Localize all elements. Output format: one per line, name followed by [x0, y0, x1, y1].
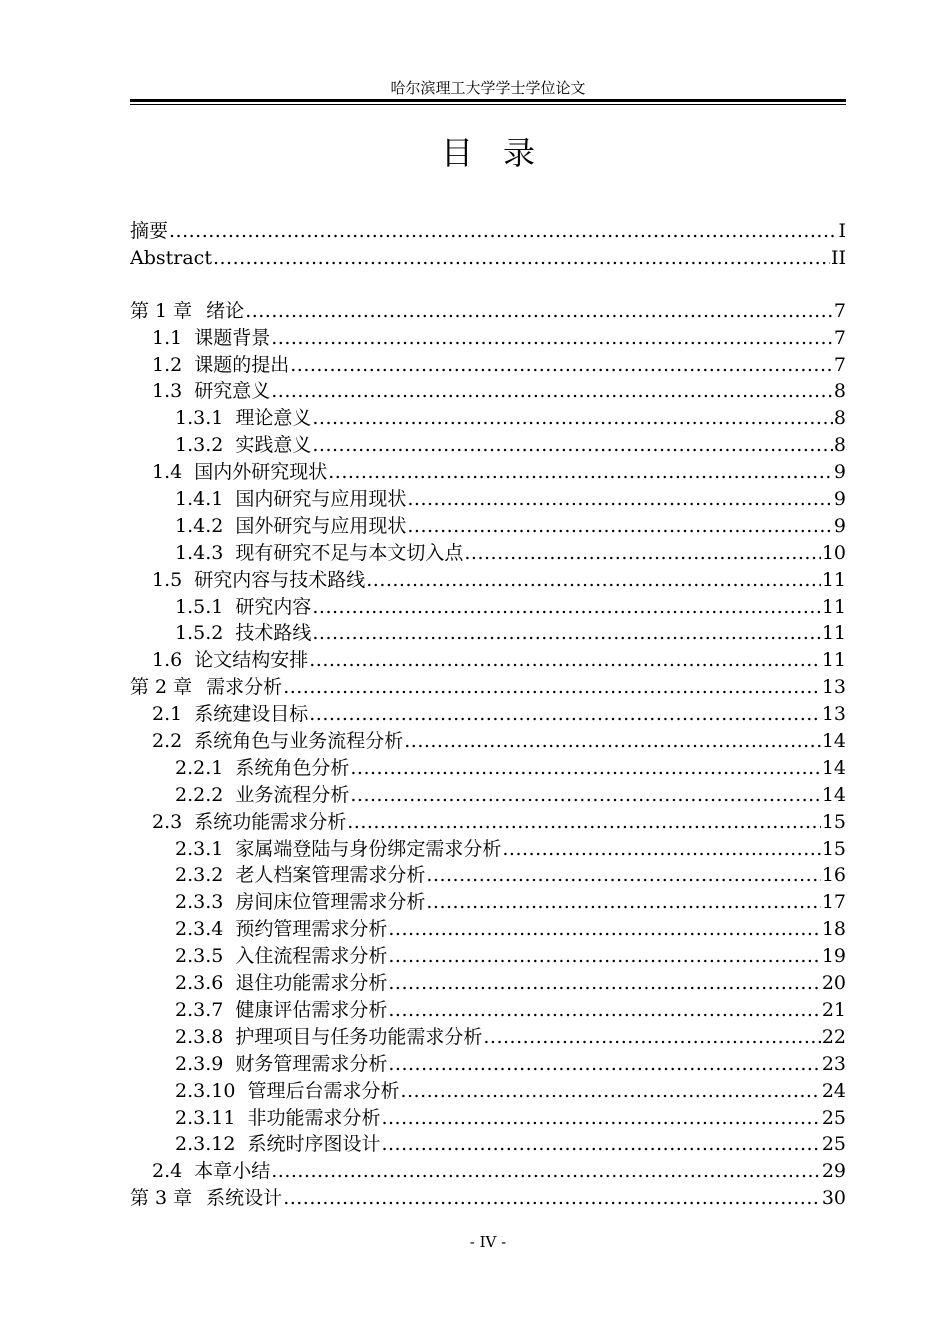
toc-entry-number: 1.3.1 [175, 407, 224, 430]
dot-leader [407, 513, 833, 540]
toc-entry-number: 1.4.2 [175, 514, 224, 537]
toc-entry[interactable] [130, 405, 846, 432]
toc-entry-label: 健康评估需求分析 [235, 998, 388, 1021]
toc-entry[interactable] [130, 1131, 846, 1158]
toc-entry-label: 研究内容 [235, 595, 312, 618]
toc-entry-page: 23 [821, 1052, 846, 1075]
toc-entry[interactable] [130, 1024, 846, 1051]
toc-entry-number: 2.2.2 [175, 783, 224, 806]
dot-leader [213, 245, 830, 272]
toc-entry-number: 2.3.6 [175, 972, 224, 995]
toc-entry-label: 护理项目与任务功能需求分析 [235, 1025, 483, 1048]
toc-entry-label: 课题的提出 [194, 353, 290, 376]
toc-entry-page: 15 [821, 810, 846, 833]
dot-leader [271, 325, 833, 352]
dot-leader [309, 701, 821, 728]
dot-leader [381, 1105, 820, 1132]
toc-entry-number: 2.3.9 [175, 1052, 224, 1075]
toc-entry[interactable] [130, 567, 846, 594]
toc-entry[interactable] [130, 943, 846, 970]
toc-entry[interactable] [130, 432, 846, 459]
toc-entry[interactable] [130, 620, 846, 647]
toc-entry[interactable] [130, 1078, 846, 1105]
toc-entry[interactable] [130, 916, 846, 943]
toc-entry[interactable] [130, 245, 846, 272]
dot-leader [388, 997, 820, 1024]
toc-entry-label: 需求分析 [206, 676, 283, 699]
toc-entry[interactable] [130, 1051, 846, 1078]
header-rule-thick [130, 99, 846, 102]
dot-leader [381, 1131, 820, 1158]
toc-entry-number: 1.4 [152, 461, 183, 484]
dot-leader [426, 889, 820, 916]
toc-entry-label: 非功能需求分析 [247, 1106, 381, 1129]
toc-entry-page: 15 [821, 837, 846, 860]
toc-entry-page: 8 [833, 380, 846, 403]
dot-leader [169, 218, 837, 245]
toc-entry-page: II [830, 246, 846, 269]
toc-entry-page: 25 [821, 1106, 846, 1129]
toc-entry-label: 研究意义 [194, 380, 271, 403]
dot-leader [366, 567, 821, 594]
toc-entry[interactable] [130, 1105, 846, 1132]
toc-entry-page: I [838, 220, 846, 242]
toc-entry-label: 论文结构安排 [194, 649, 309, 672]
toc-entry-label: 管理后台需求分析 [247, 1079, 400, 1102]
toc-entry-number: 2.3.7 [175, 998, 224, 1021]
toc-entry[interactable] [130, 782, 846, 809]
toc-entry-number: 2.3.8 [175, 1025, 224, 1048]
toc-entry-label: 预约管理需求分析 [235, 918, 388, 941]
dot-leader [426, 862, 820, 889]
page-number-footer: - IV - [469, 1233, 507, 1251]
toc-entry-label: 业务流程分析 [235, 783, 350, 806]
toc-entry-number: 2.3.5 [175, 945, 224, 968]
toc-entry-label: Abstract [130, 246, 212, 269]
toc-entry-label: 实践意义 [235, 434, 312, 457]
toc-entry-number: 2.3.10 [175, 1079, 236, 1102]
toc-entry[interactable] [130, 755, 846, 782]
toc-entry-page: 11 [821, 595, 846, 618]
toc-entry-label: 家属端登陆与身份绑定需求分析 [235, 837, 502, 860]
toc-entry[interactable] [130, 218, 846, 245]
toc-entry-number: 1.5.1 [175, 595, 224, 618]
toc-entry-page: 30 [821, 1187, 846, 1210]
dot-leader [388, 943, 820, 970]
dot-leader [388, 1051, 820, 1078]
toc-entry[interactable] [130, 1158, 846, 1185]
toc-entry-page: 9 [833, 461, 846, 484]
toc-entry-number: 第 1 章 [130, 299, 193, 322]
toc-entry-label: 理论意义 [235, 407, 312, 430]
toc-entry-number: 1.4.1 [175, 488, 224, 511]
toc-entry-label: 系统功能需求分析 [194, 810, 347, 833]
dot-leader [271, 1158, 821, 1185]
toc-entry[interactable] [130, 378, 846, 405]
toc-entry-page: 14 [821, 756, 846, 779]
toc-entry-label: 技术路线 [235, 622, 312, 645]
toc-entry-page: 14 [821, 730, 846, 753]
toc-entry[interactable] [130, 486, 846, 513]
toc-entry-label: 国内研究与应用现状 [235, 488, 407, 511]
table-of-contents [130, 218, 846, 1212]
toc-entry-page: 18 [821, 918, 846, 941]
toc-entry-number: 2.2.1 [175, 756, 224, 779]
toc-entry-label: 系统角色与业务流程分析 [194, 730, 404, 753]
toc-entry-number: 2.3.12 [175, 1133, 236, 1156]
toc-entry-number: 2.3.1 [175, 837, 224, 860]
dot-leader [283, 1185, 821, 1212]
dot-leader [350, 782, 820, 809]
header-rule-thin [130, 104, 846, 105]
dot-leader [271, 378, 833, 405]
toc-entry-label: 课题背景 [194, 326, 271, 349]
dot-leader [404, 728, 821, 755]
toc-entry-number: 1.5.2 [175, 622, 224, 645]
toc-entry-number: 1.2 [152, 353, 183, 376]
toc-entry[interactable] [130, 325, 846, 352]
toc-entry-number: 2.3.4 [175, 918, 224, 941]
toc-entry-page: 7 [833, 299, 846, 322]
toc-entry-page: 11 [821, 568, 846, 591]
dot-leader [283, 674, 821, 701]
toc-entry[interactable] [130, 997, 846, 1024]
toc-entry[interactable] [130, 513, 846, 540]
dot-leader [290, 352, 833, 379]
toc-entry[interactable] [130, 970, 846, 997]
toc-entry-page: 7 [833, 326, 846, 349]
toc-entry-label: 现有研究不足与本文切入点 [235, 541, 464, 564]
toc-entry-label: 系统角色分析 [235, 756, 350, 779]
page-title: 目录 [440, 134, 565, 172]
toc-entry-label: 摘要 [130, 220, 169, 242]
toc-entry-label: 系统建设目标 [194, 703, 309, 726]
toc-entry-label: 系统时序图设计 [247, 1133, 381, 1156]
dot-leader [388, 970, 820, 997]
toc-entry-page: 8 [833, 407, 846, 430]
toc-entry[interactable] [130, 298, 846, 325]
toc-entry-page: 16 [821, 864, 846, 887]
toc-entry-page: 19 [821, 945, 846, 968]
toc-entry-page: 21 [821, 998, 846, 1021]
toc-entry[interactable] [130, 889, 846, 916]
toc-entry-label: 国内外研究现状 [194, 461, 328, 484]
dot-leader [350, 755, 820, 782]
toc-entry-number: 2.4 [152, 1160, 183, 1183]
toc-entry[interactable] [130, 809, 846, 836]
toc-entry-page: 20 [821, 972, 846, 995]
dot-leader [328, 459, 833, 486]
toc-entry[interactable] [130, 836, 846, 863]
toc-entry-number: 1.4.3 [175, 541, 224, 564]
toc-entry-label: 系统设计 [206, 1187, 283, 1210]
toc-entry-number: 第 2 章 [130, 676, 193, 699]
toc-entry-page: 9 [833, 514, 846, 537]
dot-leader [400, 1078, 820, 1105]
toc-entry-page: 8 [833, 434, 846, 457]
running-header: 哈尔滨理工大学学士学位论文 [390, 79, 586, 97]
toc-entry-page: 11 [821, 649, 846, 672]
toc-entry-label: 研究内容与技术路线 [194, 568, 366, 591]
toc-entry-page: 13 [821, 703, 846, 726]
dot-leader [312, 620, 820, 647]
toc-entry-number: 2.2 [152, 730, 183, 753]
toc-entry-label: 房间床位管理需求分析 [235, 891, 426, 914]
toc-entry-number: 1.3.2 [175, 434, 224, 457]
toc-entry-page: 9 [833, 488, 846, 511]
toc-entry-number: 第 3 章 [130, 1187, 193, 1210]
toc-entry[interactable] [130, 1185, 846, 1212]
dot-leader [312, 594, 820, 621]
dot-leader [347, 809, 821, 836]
toc-entry[interactable] [130, 674, 846, 701]
dot-leader [309, 647, 821, 674]
toc-entry-label: 财务管理需求分析 [235, 1052, 388, 1075]
toc-entry-page: 14 [821, 783, 846, 806]
dot-leader [388, 916, 820, 943]
toc-entry-page: 29 [821, 1160, 846, 1183]
toc-entry-number: 2.3.11 [175, 1106, 236, 1129]
toc-entry-number: 2.1 [152, 703, 183, 726]
toc-entry-number: 2.3.3 [175, 891, 224, 914]
toc-entry-page: 10 [821, 541, 846, 564]
toc-entry-label: 老人档案管理需求分析 [235, 864, 426, 887]
toc-entry[interactable] [130, 352, 846, 379]
toc-entry-number: 1.5 [152, 568, 183, 591]
toc-entry[interactable] [130, 647, 846, 674]
toc-entry-page: 24 [821, 1079, 846, 1102]
toc-entry[interactable] [130, 701, 846, 728]
toc-entry-label: 退住功能需求分析 [235, 972, 388, 995]
dot-leader [407, 486, 833, 513]
toc-entry-number: 1.6 [152, 649, 183, 672]
dot-leader [312, 405, 833, 432]
toc-entry[interactable] [130, 594, 846, 621]
toc-entry-page: 25 [821, 1133, 846, 1156]
toc-entry-number: 1.1 [152, 326, 183, 349]
toc-entry-page: 11 [821, 622, 846, 645]
toc-entry[interactable] [130, 862, 846, 889]
dot-leader [245, 298, 833, 325]
toc-entry-number: 2.3.2 [175, 864, 224, 887]
toc-entry-page: 17 [821, 891, 846, 914]
toc-entry-label: 国外研究与应用现状 [235, 514, 407, 537]
toc-entry-page: 13 [821, 676, 846, 699]
toc-entry-page: 22 [821, 1025, 846, 1048]
toc-entry-label: 本章小结 [194, 1160, 271, 1183]
dot-leader [483, 1024, 820, 1051]
dot-leader [312, 432, 833, 459]
toc-entry[interactable] [130, 459, 846, 486]
toc-entry-label: 入住流程需求分析 [235, 945, 388, 968]
toc-entry-number: 2.3 [152, 810, 183, 833]
toc-entry-number: 1.3 [152, 380, 183, 403]
toc-entry-page: 7 [833, 353, 846, 376]
toc-entry[interactable] [130, 728, 846, 755]
toc-entry-label: 绪论 [206, 299, 245, 322]
dot-leader [464, 540, 820, 567]
dot-leader [502, 836, 820, 863]
toc-entry[interactable] [130, 540, 846, 567]
